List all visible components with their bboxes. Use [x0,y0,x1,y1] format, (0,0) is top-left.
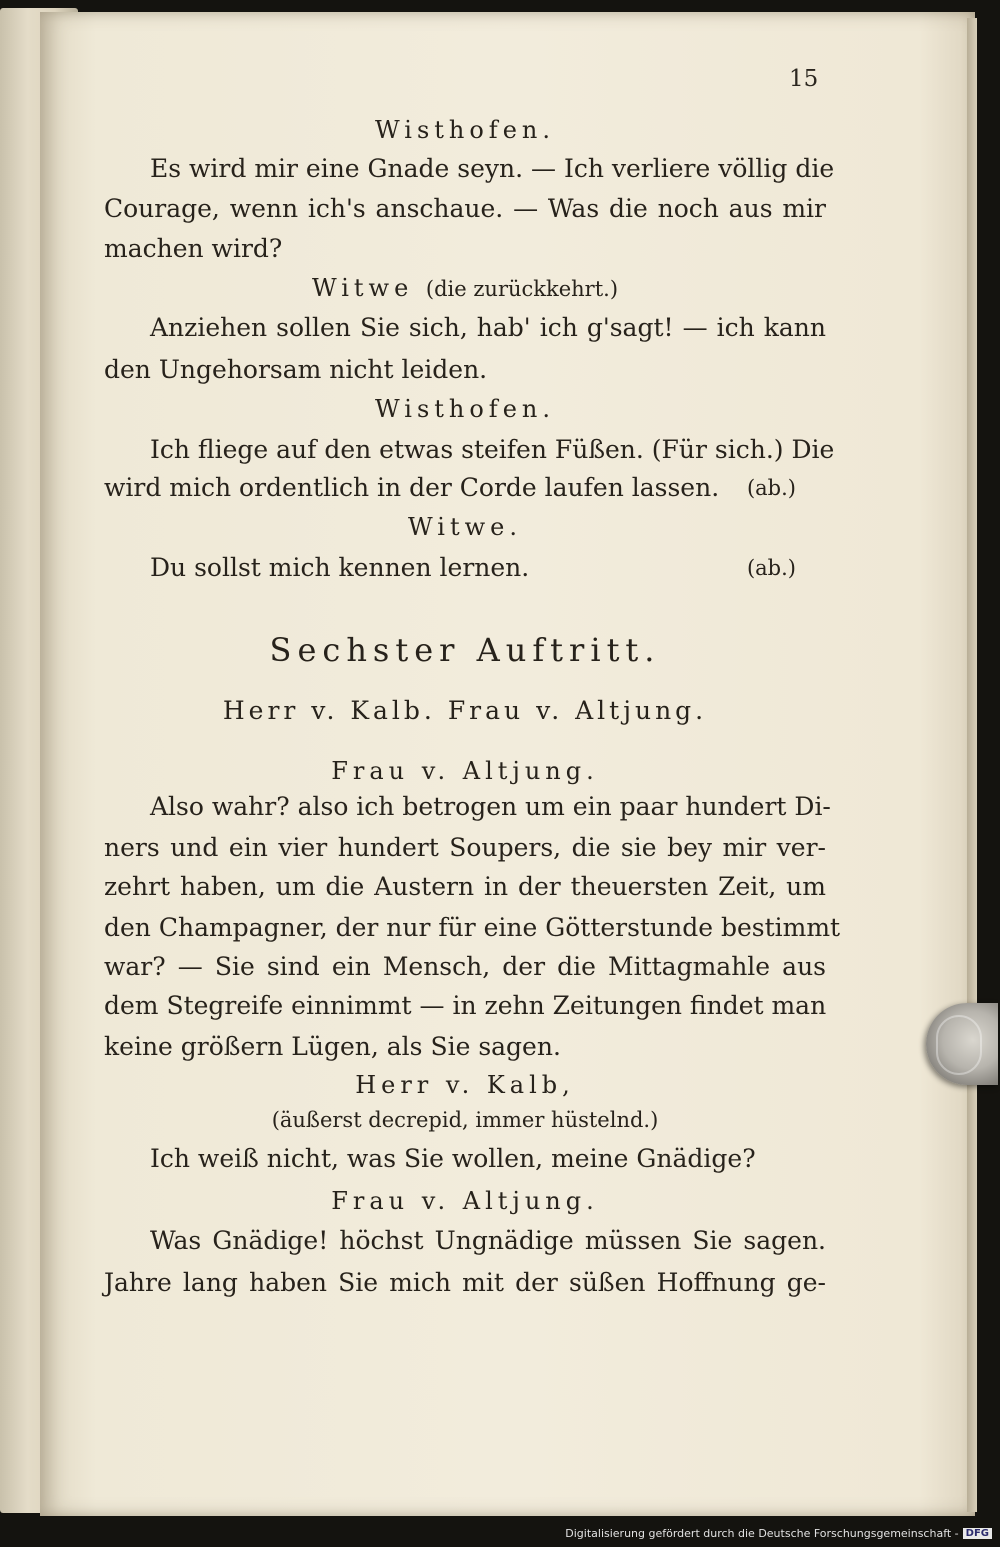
speaker-heading: Wisthofen. [375,395,555,423]
text-line: machen wird? [104,234,283,263]
text-line [104,551,826,585]
text-line: dem Stegreife einnimmt — in zehn Zeitungen findet man [104,991,827,1020]
text-line: den Ungehorsam nicht leiden. [104,355,488,384]
credit-text: Digitalisierung gefördert durch die Deutsche Forschungsgemeinschaft - [565,1527,959,1540]
text-line-body: Du sollst mich kennen lernen. [150,553,530,582]
speaker-name: Witwe [311,274,414,302]
page-clip [926,1003,998,1085]
text-line: Ich fliege auf den etwas steifen Füßen. (Für sich.) Die [150,435,835,464]
stage-direction: (äußerst decrepid, immer hüstelnd.) [271,1108,659,1132]
speaker-heading [104,271,826,306]
stage-direction: (die zurückkehrt.) [425,277,619,301]
text-line-body: wird mich ordentlich in der Corde laufen lassen. [104,473,720,502]
dfg-logo: DFG [963,1528,992,1539]
page-number: 15 [789,66,819,92]
speaker-heading: Witwe. [408,513,522,541]
text-line: war? — Sie sind ein Mensch, der die Mittagmahle aus [104,952,826,981]
text-line: Jahre lang haben Sie mich mit der süßen Hoffnung ge- [104,1268,826,1297]
text-line: keine größern Lügen, als Sie sagen. [104,1032,561,1061]
text-line [104,471,826,505]
text-line: Es wird mir eine Gnade seyn. — Ich verliere völlig die [150,154,835,183]
speaker-heading: Frau v. Altjung. [331,757,599,785]
digitization-credit [0,1527,992,1540]
text-line: zehrt haben, um die Austern in der theuersten Zeit, um [104,872,826,901]
cast-list: Herr v. Kalb. Frau v. Altjung. [222,696,708,725]
text-line: den Champagner, der nur für eine Götterstunde bestimmt [104,913,841,942]
text-line: Courage, wenn ich's anschaue. — Was die noch aus mir [104,194,826,223]
text-line: Was Gnädige! höchst Ungnädige müssen Sie sagen. [150,1226,826,1255]
page-fore-edge [967,18,977,1512]
exit-direction: (ab.) [746,476,796,500]
text-line: Ich weiß nicht, was Sie wollen, meine Gnädige? [150,1144,756,1173]
exit-direction: (ab.) [746,556,796,580]
text-line: Also wahr? also ich betrogen um ein paar hundert Di- [150,792,831,821]
text-line: ners und ein vier hundert Soupers, die sie bey mir ver- [104,833,826,862]
speaker-heading: Wisthofen. [375,116,555,144]
text-line: Anziehen sollen Sie sich, hab' ich g'sagt! — ich kann [150,313,826,342]
speaker-heading: Frau v. Altjung. [331,1187,599,1215]
scene-heading: Sechster Auftritt. [269,631,661,669]
speaker-heading: Herr v. Kalb, [355,1071,575,1099]
